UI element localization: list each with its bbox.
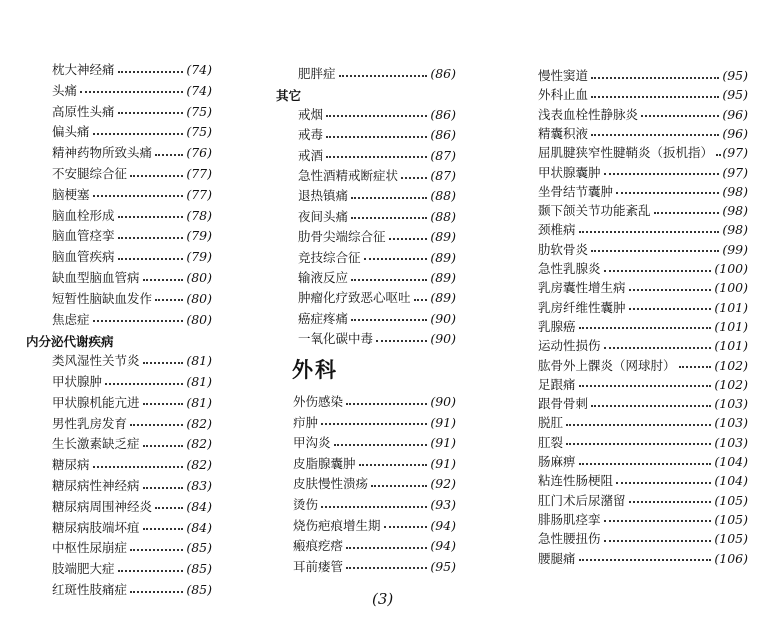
section-heading-surgery: 外科 bbox=[292, 357, 338, 382]
toc-page-ref: (81) bbox=[186, 353, 212, 369]
toc-entry-title: 中枢性尿崩症 bbox=[52, 540, 128, 556]
toc-dot-leader bbox=[118, 258, 184, 260]
toc-entry-title: 不安腿综合征 bbox=[52, 166, 128, 181]
toc-entry-title: 急性乳腺炎 bbox=[538, 261, 601, 276]
toc-page-ref: (89) bbox=[430, 229, 456, 245]
toc-entry bbox=[538, 435, 748, 450]
toc-entry bbox=[52, 187, 212, 202]
toc-dot-leader bbox=[130, 175, 183, 177]
toc-entry bbox=[538, 184, 748, 199]
toc-entry bbox=[52, 561, 212, 576]
toc-entry bbox=[52, 395, 212, 410]
toc-dot-leader bbox=[143, 528, 184, 530]
toc-entry bbox=[298, 127, 456, 142]
toc-entry-title: 一氧化碳中毒 bbox=[298, 331, 374, 347]
toc-dot-leader bbox=[389, 238, 428, 240]
toc-entry bbox=[298, 148, 456, 163]
toc-dot-leader bbox=[591, 77, 719, 79]
toc-entry-title: 运动性损伤 bbox=[538, 338, 601, 354]
toc-page-ref: (98) bbox=[722, 183, 748, 199]
toc-entry-title: 脑血管疾病 bbox=[52, 249, 115, 265]
toc-dot-leader bbox=[629, 308, 712, 310]
toc-entry bbox=[52, 104, 212, 119]
toc-dot-leader bbox=[579, 385, 712, 387]
toc-page-ref: (84) bbox=[186, 498, 212, 514]
toc-page-ref: (92) bbox=[430, 476, 456, 492]
toc-entry bbox=[52, 62, 212, 77]
toc-entry bbox=[293, 476, 456, 491]
toc-dot-leader bbox=[604, 520, 712, 522]
toc-entry bbox=[52, 520, 212, 535]
toc-dot-leader bbox=[143, 487, 184, 489]
toc-page-ref: (100) bbox=[714, 261, 748, 276]
toc-dot-leader bbox=[346, 403, 427, 405]
toc-entry bbox=[293, 456, 456, 471]
toc-page-ref: (74) bbox=[186, 82, 212, 98]
toc-entry bbox=[538, 319, 748, 334]
toc-page-ref: (75) bbox=[186, 103, 212, 119]
toc-page-ref: (103) bbox=[714, 396, 748, 412]
toc-page-ref: (95) bbox=[722, 68, 748, 83]
toc-entry-title: 戒烟 bbox=[298, 106, 324, 122]
toc-entry bbox=[538, 203, 748, 218]
toc-entry-title: 慢性窦道 bbox=[538, 68, 589, 83]
toc-entry-title: 粘连性肠梗阻 bbox=[538, 473, 614, 489]
toc-dot-leader bbox=[604, 270, 712, 272]
toc-entry-title: 肱骨外上髁炎（网球肘） bbox=[538, 357, 676, 373]
toc-entry bbox=[298, 290, 456, 305]
toc-entry bbox=[298, 229, 456, 244]
toc-entry bbox=[538, 126, 748, 141]
toc-page-ref: (88) bbox=[430, 208, 456, 224]
toc-entry-title: 甲状腺囊肿 bbox=[538, 164, 601, 180]
toc-dot-leader bbox=[155, 154, 183, 156]
toc-dot-leader bbox=[118, 237, 184, 239]
toc-page-ref: (82) bbox=[186, 415, 212, 431]
toc-entry-title: 烫伤 bbox=[293, 497, 319, 512]
toc-entry-title: 竞技综合征 bbox=[298, 249, 361, 265]
toc-entry bbox=[298, 311, 456, 326]
toc-entry-title: 甲状腺肿 bbox=[52, 374, 103, 389]
toc-entry bbox=[298, 107, 456, 122]
toc-page-ref: (91) bbox=[430, 414, 456, 430]
toc-page-ref: (90) bbox=[430, 394, 456, 409]
toc-entry bbox=[538, 338, 748, 353]
toc-entry-title: 疖肿 bbox=[293, 414, 319, 430]
toc-page-ref: (103) bbox=[714, 434, 748, 450]
toc-entry bbox=[52, 270, 212, 285]
toc-entry-title: 脱肛 bbox=[538, 415, 564, 431]
toc-page-ref: (96) bbox=[722, 125, 748, 141]
toc-entry bbox=[538, 107, 748, 122]
toc-entry bbox=[298, 209, 456, 224]
toc-page-ref: (80) bbox=[186, 311, 212, 327]
toc-entry-title: 头痛 bbox=[52, 82, 78, 98]
toc-dot-leader bbox=[130, 591, 183, 593]
toc-entry bbox=[538, 87, 748, 102]
toc-entry bbox=[538, 300, 748, 315]
toc-entry-title: 缺血型脑血管病 bbox=[52, 270, 140, 285]
toc-entry bbox=[538, 261, 748, 276]
toc-entry bbox=[52, 540, 212, 555]
toc-entry bbox=[52, 166, 212, 181]
toc-entry-title: 高原性头痛 bbox=[52, 103, 115, 119]
toc-dot-leader bbox=[401, 177, 427, 179]
toc-dot-leader bbox=[591, 96, 719, 98]
toc-entry-title: 肠麻痹 bbox=[538, 454, 576, 469]
toc-page-ref: (105) bbox=[714, 531, 748, 547]
toc-entry-title: 戒毒 bbox=[298, 127, 324, 143]
toc-page-ref: (79) bbox=[186, 228, 212, 244]
toc-entry bbox=[293, 518, 456, 533]
toc-entry-title: 退热镇痛 bbox=[298, 188, 349, 204]
page-number: (3) bbox=[372, 590, 394, 608]
toc-page-ref: (96) bbox=[722, 106, 748, 122]
toc-page-ref: (77) bbox=[186, 166, 212, 181]
toc-dot-leader bbox=[155, 299, 183, 301]
toc-entry-title: 糖尿病周围神经炎 bbox=[52, 498, 153, 514]
toc-section-heading: 其它 bbox=[276, 88, 302, 104]
toc-dot-leader bbox=[346, 567, 427, 569]
toc-page-ref: (82) bbox=[186, 457, 212, 473]
toc-page-ref: (85) bbox=[186, 582, 212, 597]
toc-entry bbox=[52, 478, 212, 493]
toc-page-ref: (89) bbox=[430, 270, 456, 285]
toc-page-ref: (83) bbox=[186, 478, 212, 493]
toc-entry-title: 肿瘤化疗致恶心呕吐 bbox=[298, 290, 411, 306]
toc-dot-leader bbox=[130, 549, 183, 551]
toc-section-heading: 内分泌代谢疾病 bbox=[26, 334, 114, 350]
toc-page-ref: (87) bbox=[430, 168, 456, 183]
toc-entry-title: 外科止血 bbox=[538, 87, 589, 103]
toc-dot-leader bbox=[93, 195, 184, 197]
toc-entry bbox=[293, 435, 456, 450]
toc-dot-leader bbox=[566, 424, 711, 426]
toc-dot-leader bbox=[118, 216, 184, 218]
toc-page-ref: (102) bbox=[714, 357, 748, 373]
toc-entry bbox=[52, 416, 212, 431]
toc-entry-title: 枕大神经痛 bbox=[52, 62, 115, 77]
toc-page-ref: (98) bbox=[722, 222, 748, 238]
toc-page-ref: (78) bbox=[186, 207, 212, 223]
toc-entry bbox=[538, 68, 748, 83]
toc-dot-leader bbox=[93, 133, 184, 135]
toc-page-ref: (82) bbox=[186, 436, 212, 452]
toc-entry bbox=[298, 66, 456, 81]
toc-dot-leader bbox=[716, 154, 719, 156]
toc-page-ref: (100) bbox=[714, 280, 748, 296]
toc-entry-title: 肥胖症 bbox=[298, 66, 336, 81]
toc-page-ref: (94) bbox=[430, 517, 456, 533]
toc-entry-title: 肋骨尖端综合征 bbox=[298, 229, 386, 245]
toc-page-ref: (86) bbox=[430, 127, 456, 143]
toc-entry-title: 颈椎病 bbox=[538, 222, 576, 238]
toc-dot-leader bbox=[326, 136, 427, 138]
toc-entry bbox=[538, 551, 748, 566]
toc-entry-title: 脑梗塞 bbox=[52, 186, 90, 202]
toc-entry-title: 肋软骨炎 bbox=[538, 241, 589, 257]
toc-entry-title: 浅表血栓性静脉炎 bbox=[538, 106, 639, 122]
toc-entry bbox=[52, 582, 212, 597]
toc-page-ref: (101) bbox=[714, 338, 748, 354]
toc-page-ref: (101) bbox=[714, 318, 748, 334]
toc-entry-title: 腰腿痛 bbox=[538, 550, 576, 566]
toc-dot-leader bbox=[351, 319, 427, 321]
toc-entry-title: 足跟痛 bbox=[538, 376, 576, 392]
toc-page-ref: (94) bbox=[430, 538, 456, 554]
toc-page-ref: (86) bbox=[430, 106, 456, 122]
toc-entry bbox=[538, 242, 748, 257]
toc-dot-leader bbox=[326, 156, 427, 158]
toc-dot-leader bbox=[641, 115, 719, 117]
toc-page-ref: (101) bbox=[714, 299, 748, 315]
toc-entry bbox=[293, 497, 456, 512]
toc-entry bbox=[538, 415, 748, 430]
toc-entry-title: 夜间头痛 bbox=[298, 208, 349, 224]
toc-entry-title: 肛门术后尿潴留 bbox=[538, 492, 626, 508]
toc-dot-leader bbox=[80, 91, 183, 93]
toc-dot-leader bbox=[591, 250, 719, 252]
toc-dot-leader bbox=[118, 570, 184, 572]
toc-dot-leader bbox=[143, 362, 184, 364]
toc-entry bbox=[538, 473, 748, 488]
toc-entry bbox=[52, 249, 212, 264]
toc-entry bbox=[52, 145, 212, 160]
toc-dot-leader bbox=[579, 559, 712, 561]
toc-dot-leader bbox=[321, 506, 427, 508]
toc-page-ref: (89) bbox=[430, 290, 456, 306]
toc-entry-title: 红斑性肢痛症 bbox=[52, 582, 128, 597]
toc-dot-leader bbox=[334, 444, 428, 446]
toc-entry-title: 甲状腺机能亢进 bbox=[52, 394, 140, 410]
toc-entry bbox=[52, 499, 212, 514]
toc-dot-leader bbox=[414, 299, 428, 301]
toc-dot-leader bbox=[143, 403, 184, 405]
toc-entry bbox=[52, 457, 212, 472]
toc-dot-leader bbox=[326, 115, 427, 117]
toc-dot-leader bbox=[346, 547, 427, 549]
toc-entry bbox=[538, 358, 748, 373]
toc-entry bbox=[298, 270, 456, 285]
toc-entry bbox=[538, 222, 748, 237]
toc-page-ref: (79) bbox=[186, 249, 212, 265]
toc-dot-leader bbox=[130, 424, 183, 426]
toc-page-ref: (105) bbox=[714, 492, 748, 508]
toc-page-ref: (74) bbox=[186, 62, 212, 77]
toc-entry-title: 烧伤疤痕增生期 bbox=[293, 517, 381, 533]
toc-dot-leader bbox=[143, 445, 184, 447]
toc-entry bbox=[52, 228, 212, 243]
toc-entry bbox=[538, 165, 748, 180]
toc-entry bbox=[52, 291, 212, 306]
toc-dot-leader bbox=[579, 327, 712, 329]
toc-entry-title: 糖尿病 bbox=[52, 457, 90, 473]
toc-entry-title: 糖尿病性神经病 bbox=[52, 478, 140, 493]
toc-page-ref: (97) bbox=[722, 164, 748, 180]
toc-entry-title: 瘢痕疙瘩 bbox=[293, 538, 344, 554]
toc-entry-title: 坐骨结节囊肿 bbox=[538, 183, 614, 199]
toc-page-ref: (88) bbox=[430, 188, 456, 204]
toc-dot-leader bbox=[376, 340, 427, 342]
toc-dot-leader bbox=[155, 507, 183, 509]
toc-entry bbox=[538, 377, 748, 392]
toc-page-ref: (85) bbox=[186, 561, 212, 577]
toc-entry bbox=[538, 396, 748, 411]
toc-page-ref: (91) bbox=[430, 455, 456, 471]
toc-dot-leader bbox=[579, 463, 712, 465]
toc-entry-title: 脑血管痉挛 bbox=[52, 228, 115, 244]
toc-dot-leader bbox=[118, 112, 184, 114]
toc-dot-leader bbox=[591, 405, 711, 407]
toc-entry-title: 类风湿性关节炎 bbox=[52, 353, 140, 369]
toc-page-ref: (93) bbox=[430, 497, 456, 512]
toc-entry-title: 精神药物所致头痛 bbox=[52, 145, 153, 161]
toc-entry-title: 焦虑症 bbox=[52, 311, 90, 327]
toc-dot-leader bbox=[93, 320, 184, 322]
toc-entry bbox=[52, 436, 212, 451]
toc-dot-leader bbox=[351, 197, 427, 199]
toc-dot-leader bbox=[118, 71, 184, 73]
toc-page-ref: (104) bbox=[714, 454, 748, 469]
toc-page-ref: (81) bbox=[186, 394, 212, 410]
toc-dot-leader bbox=[616, 482, 711, 484]
toc-entry-title: 乳腺癌 bbox=[538, 318, 576, 334]
toc-page-ref: (75) bbox=[186, 124, 212, 140]
toc-dot-leader bbox=[616, 192, 719, 194]
toc-entry bbox=[298, 331, 456, 346]
toc-entry-title: 腓肠肌痉挛 bbox=[538, 511, 601, 527]
toc-entry-title: 输液反应 bbox=[298, 270, 349, 285]
toc-dot-leader bbox=[579, 231, 720, 233]
toc-entry bbox=[538, 493, 748, 508]
toc-entry bbox=[52, 83, 212, 98]
toc-entry bbox=[538, 512, 748, 527]
toc-entry-title: 肛裂 bbox=[538, 434, 564, 450]
toc-entry-title: 生长激素缺乏症 bbox=[52, 436, 140, 452]
toc-page-ref: (95) bbox=[430, 558, 456, 574]
toc-entry-title: 糖尿病肢端坏疽 bbox=[52, 519, 140, 535]
toc-dot-leader bbox=[351, 217, 427, 219]
toc-dot-leader bbox=[604, 540, 712, 542]
toc-entry-title: 颞下颌关节功能紊乱 bbox=[538, 203, 651, 219]
toc-entry bbox=[293, 559, 456, 574]
toc-entry bbox=[52, 208, 212, 223]
toc-entry bbox=[298, 168, 456, 183]
toc-page-ref: (98) bbox=[722, 203, 748, 219]
toc-entry-title: 戒酒 bbox=[298, 147, 324, 163]
toc-dot-leader bbox=[351, 279, 427, 281]
toc-dot-leader bbox=[105, 383, 183, 385]
toc-dot-leader bbox=[604, 173, 720, 175]
toc-page-ref: (95) bbox=[722, 87, 748, 103]
toc-page-ref: (105) bbox=[714, 511, 748, 527]
toc-entry bbox=[52, 353, 212, 368]
toc-dot-leader bbox=[591, 134, 719, 136]
toc-dot-leader bbox=[364, 258, 428, 260]
toc-entry bbox=[298, 188, 456, 203]
toc-page-ref: (104) bbox=[714, 473, 748, 489]
toc-entry bbox=[52, 312, 212, 327]
toc-page-ref: (76) bbox=[186, 145, 212, 161]
toc-page-ref: (87) bbox=[430, 147, 456, 163]
toc-dot-leader bbox=[604, 347, 712, 349]
toc-entry bbox=[293, 415, 456, 430]
toc-dot-leader bbox=[566, 443, 711, 445]
toc-entry-title: 皮肤慢性溃疡 bbox=[293, 476, 369, 492]
toc-entry-title: 耳前瘘管 bbox=[293, 558, 344, 574]
toc-entry-title: 皮脂腺囊肿 bbox=[293, 455, 356, 471]
toc-dot-leader bbox=[321, 423, 427, 425]
toc-entry-title: 外伤感染 bbox=[293, 394, 344, 409]
toc-page-ref: (99) bbox=[722, 241, 748, 257]
toc-entry-title: 精囊积液 bbox=[538, 125, 589, 141]
toc-dot-leader bbox=[339, 75, 428, 77]
toc-page-ref: (106) bbox=[714, 550, 748, 566]
toc-page-ref: (86) bbox=[430, 66, 456, 81]
toc-entry bbox=[538, 145, 748, 160]
toc-page-ref: (89) bbox=[430, 249, 456, 265]
toc-dot-leader bbox=[93, 466, 184, 468]
toc-page-ref: (90) bbox=[430, 310, 456, 326]
toc-page-ref: (90) bbox=[430, 331, 456, 347]
toc-entry-title: 跟骨骨刺 bbox=[538, 396, 589, 412]
toc-entry bbox=[52, 124, 212, 139]
toc-dot-leader bbox=[371, 485, 427, 487]
toc-entry bbox=[52, 374, 212, 389]
toc-entry bbox=[538, 531, 748, 546]
toc-entry-title: 乳房纤维性囊肿 bbox=[538, 299, 626, 315]
toc-entry-title: 屈肌腱狭窄性腱鞘炎（扳机指） bbox=[538, 145, 714, 161]
toc-page-ref: (80) bbox=[186, 270, 212, 285]
toc-entry-title: 癌症疼痛 bbox=[298, 310, 349, 326]
toc-entry bbox=[293, 394, 456, 409]
toc-page-ref: (91) bbox=[430, 435, 456, 451]
toc-page-ref: (80) bbox=[186, 290, 212, 306]
toc-page-ref: (84) bbox=[186, 519, 212, 535]
toc-entry-title: 急性酒精戒断症状 bbox=[298, 168, 399, 183]
toc-dot-leader bbox=[384, 526, 428, 528]
toc-entry-title: 乳房囊性增生病 bbox=[538, 280, 626, 296]
toc-entry bbox=[293, 538, 456, 553]
toc-entry-title: 男性乳房发育 bbox=[52, 415, 128, 431]
toc-entry bbox=[298, 250, 456, 265]
toc-entry-title: 肢端肥大症 bbox=[52, 561, 115, 577]
toc-page-ref: (103) bbox=[714, 415, 748, 431]
toc-dot-leader bbox=[143, 279, 184, 281]
toc-dot-leader bbox=[654, 212, 720, 214]
toc-page-ref: (97) bbox=[722, 145, 748, 161]
toc-entry bbox=[538, 280, 748, 295]
toc-page-ref: (81) bbox=[186, 374, 212, 389]
toc-page-ref: (77) bbox=[186, 186, 212, 202]
toc-entry bbox=[538, 454, 748, 469]
toc-dot-leader bbox=[359, 464, 428, 466]
toc-entry-title: 脑血栓形成 bbox=[52, 207, 115, 223]
toc-entry-title: 偏头痛 bbox=[52, 124, 90, 140]
toc-dot-leader bbox=[629, 289, 712, 291]
toc-page-ref: (85) bbox=[186, 540, 212, 556]
toc-dot-leader bbox=[629, 501, 712, 503]
toc-entry-title: 短暂性脑缺血发作 bbox=[52, 290, 153, 306]
toc-entry-title: 急性腰扭伤 bbox=[538, 531, 601, 547]
toc-page-ref: (102) bbox=[714, 376, 748, 392]
toc-dot-leader bbox=[679, 366, 712, 368]
toc-entry-title: 甲沟炎 bbox=[293, 435, 331, 451]
